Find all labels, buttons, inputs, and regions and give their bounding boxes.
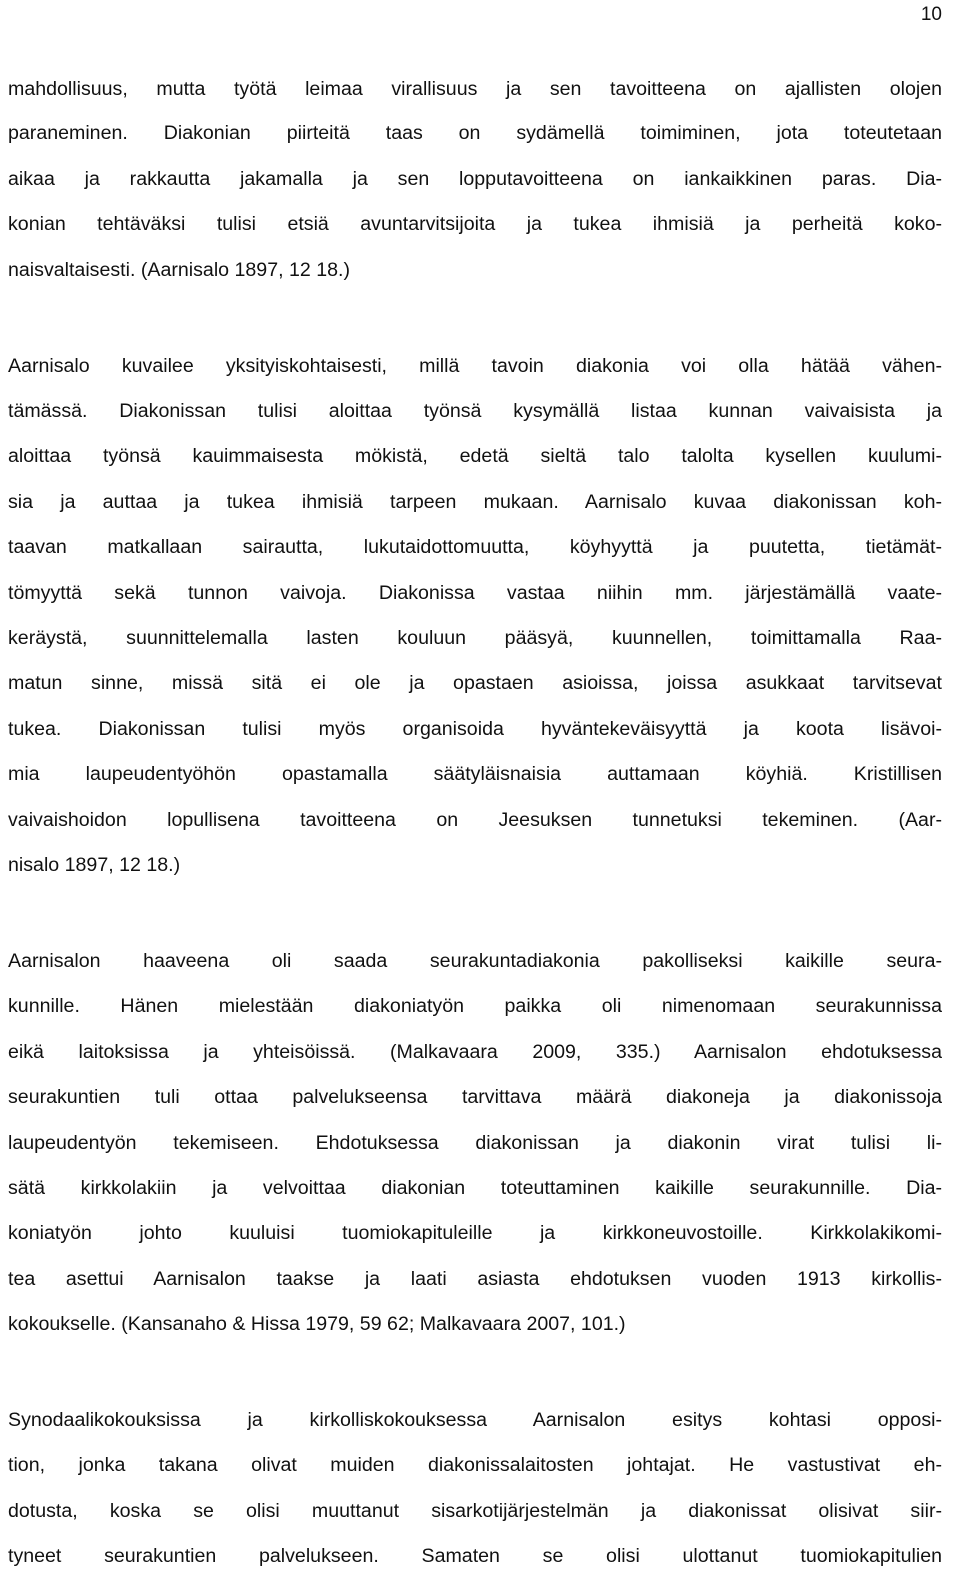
paragraph-2-line-8: matun sinne, missä sitä ei ole ja opastaen asioissa, joissa asukkaat tarvitsevat bbox=[8, 672, 942, 694]
paragraph-4-line-3: dotusta, koska se olisi muuttanut sisarkotijärjestelmän ja diakonissat olisivat siir- bbox=[8, 1500, 942, 1522]
paragraph-3-line-9: kokoukselle. (Kansanaho & Hissa 1979, 59 62; Malkavaara 2007, 101.) bbox=[8, 1313, 626, 1335]
paragraph-2-line-5: taavan matkallaan sairautta, lukutaidottomuutta, köyhyyttä ja puutetta, tietämät- bbox=[8, 536, 942, 558]
paragraph-3-line-1: Aarnisalon haaveena oli saada seurakuntadiakonia pakolliseksi kaikille seura- bbox=[8, 950, 942, 972]
paragraph-2-line-12: nisalo 1897, 12 18.) bbox=[8, 854, 181, 876]
paragraph-2-line-9: tukea. Diakonissan tulisi myös organisoida hyväntekeväisyyttä ja koota lisävoi- bbox=[8, 718, 942, 740]
paragraph-3-line-7: koniatyön johto kuuluisi tuomiokapituleille ja kirkkoneuvostoille. Kirkkolakikomi- bbox=[8, 1222, 942, 1244]
paragraph-2-line-7: keräystä, suunnittelemalla lasten kouluun pääsyä, kuunnellen, toimittamalla Raa- bbox=[8, 627, 942, 649]
paragraph-1-line-3: aikaa ja rakkautta jakamalla ja sen lopputavoitteena on iankaikkinen paras. Dia- bbox=[8, 168, 942, 190]
paragraph-3-line-5: laupeudentyön tekemiseen. Ehdotuksessa diakonissan ja diakonin virat tulisi li- bbox=[8, 1132, 942, 1154]
paragraph-2-line-4: sia ja auttaa ja tukea ihmisiä tarpeen mukaan. Aarnisalo kuvaa diakonissan koh- bbox=[8, 491, 942, 513]
paragraph-4-line-2: tion, jonka takana olivat muiden diakonissalaitosten johtajat. He vastustivat eh- bbox=[8, 1454, 942, 1476]
paragraph-3-line-4: seurakuntien tuli ottaa palvelukseensa tarvittava määrä diakoneja ja diakonissoja bbox=[8, 1086, 942, 1108]
paragraph-2-line-10: mia laupeudentyöhön opastamalla säätyläisnaisia auttamaan köyhiä. Kristillisen bbox=[8, 763, 942, 785]
paragraph-3-line-3: eikä laitoksissa ja yhteisöissä. (Malkavaara 2009, 335.) Aarnisalon ehdotuksessa bbox=[8, 1041, 942, 1063]
paragraph-4-line-1: Synodaalikokouksissa ja kirkolliskokouksessa Aarnisalon esitys kohtasi opposi- bbox=[8, 1409, 942, 1431]
paragraph-3-line-2: kunnille. Hänen mielestään diakoniatyön paikka oli nimenomaan seurakunnissa bbox=[8, 995, 942, 1017]
paragraph-4-line-4: tyneet seurakuntien palvelukseen. Samaten se olisi ulottanut tuomiokapitulien bbox=[8, 1545, 942, 1567]
page-number: 10 bbox=[920, 4, 942, 25]
paragraph-1-line-2: paraneminen. Diakonian piirteitä taas on sydämellä toimiminen, jota toteutetaan bbox=[8, 122, 942, 144]
paragraph-2-line-11: vaivaishoidon lopullisena tavoitteena on Jeesuksen tunnetuksi tekeminen. (Aar- bbox=[8, 809, 942, 831]
paragraph-2-line-3: aloittaa työnsä kauimmaisesta mökistä, edetä sieltä talo talolta kysellen kuulumi- bbox=[8, 445, 942, 467]
paragraph-3-line-8: tea asettui Aarnisalon taakse ja laati asiasta ehdotuksen vuoden 1913 kirkollis- bbox=[8, 1268, 942, 1290]
paragraph-2-line-1: Aarnisalo kuvailee yksityiskohtaisesti, millä tavoin diakonia voi olla hätää vähen- bbox=[8, 355, 942, 377]
paragraph-1-line-1: mahdollisuus, mutta työtä leimaa virallisuus ja sen tavoitteena on ajallisten olojen bbox=[8, 78, 942, 100]
paragraph-2-line-6: tömyyttä sekä tunnon vaivoja. Diakonissa vastaa niihin mm. järjestämällä vaate- bbox=[8, 582, 942, 604]
paragraph-3-line-6: sätä kirkkolakiin ja velvoittaa diakonian toteuttaminen kaikille seurakunnille. Dia- bbox=[8, 1177, 942, 1199]
paragraph-1-line-4: konian tehtäväksi tulisi etsiä avuntarvitsijoita ja tukea ihmisiä ja perheitä koko- bbox=[8, 213, 942, 235]
paragraph-2-line-2: tämässä. Diakonissan tulisi aloittaa työnsä kysymällä listaa kunnan vaivaisista ja bbox=[8, 400, 942, 422]
paragraph-1-line-5: naisvaltaisesti. (Aarnisalo 1897, 12 18.) bbox=[8, 259, 350, 281]
